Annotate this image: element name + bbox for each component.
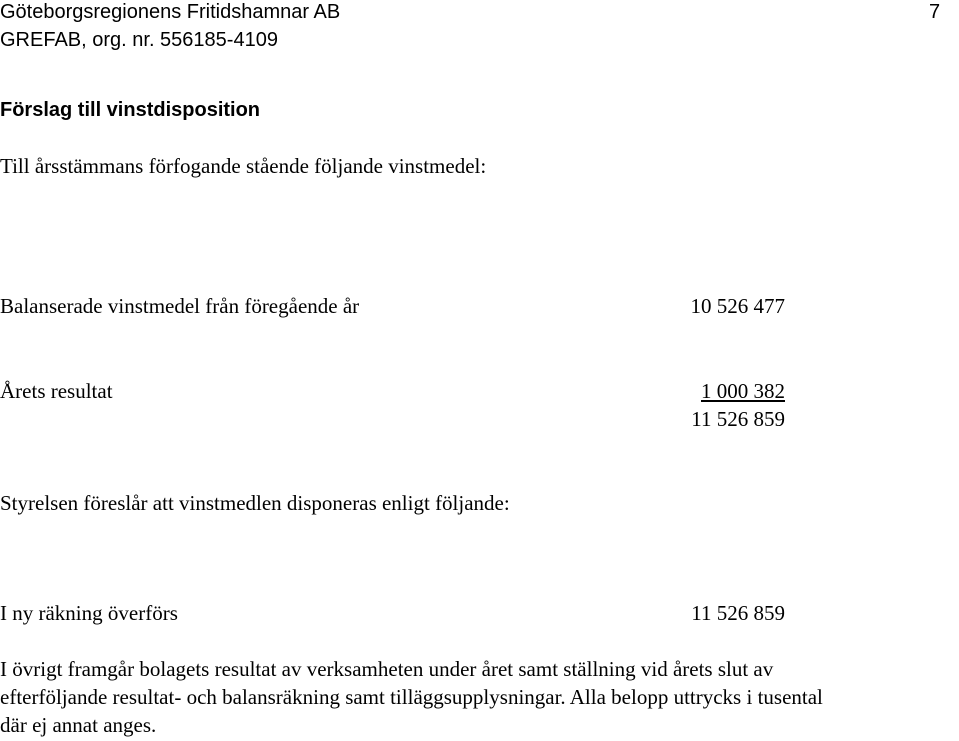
section-intro: Till årsstämmans förfogande stående följande vinstmedel: [0, 154, 487, 178]
footer-note-line-3: där ej annat anges. [0, 713, 157, 737]
footer-note-line-2: efterföljande resultat- och balansräkning samt tilläggsupplysningar. Alla belopp uttrycks i tusental [0, 685, 823, 709]
org-number-line: GREFAB, org. nr. 556185-4109 [0, 29, 278, 51]
retained-earnings-value: 10 526 477 [690, 294, 785, 318]
company-name: Göteborgsregionens Fritidshamnar AB [0, 1, 341, 23]
page-number: 7 [929, 1, 941, 23]
available-total-value: 11 526 859 [691, 407, 785, 431]
year-result-label: Årets resultat [0, 379, 113, 403]
year-result-value: 1 000 382 [701, 379, 785, 403]
retained-earnings-label: Balanserade vinstmedel från föregående år [0, 294, 360, 318]
carry-forward-label: I ny räkning överförs [0, 601, 178, 625]
carry-forward-value: 11 526 859 [691, 601, 785, 625]
footer-note-line-1: I övrigt framgår bolagets resultat av verksamheten under året samt ställning vid årets slut av [0, 657, 774, 681]
proposal-intro: Styrelsen föreslår att vinstmedlen disponeras enligt följande: [0, 491, 510, 515]
section-title: Förslag till vinstdisposition [0, 99, 261, 121]
